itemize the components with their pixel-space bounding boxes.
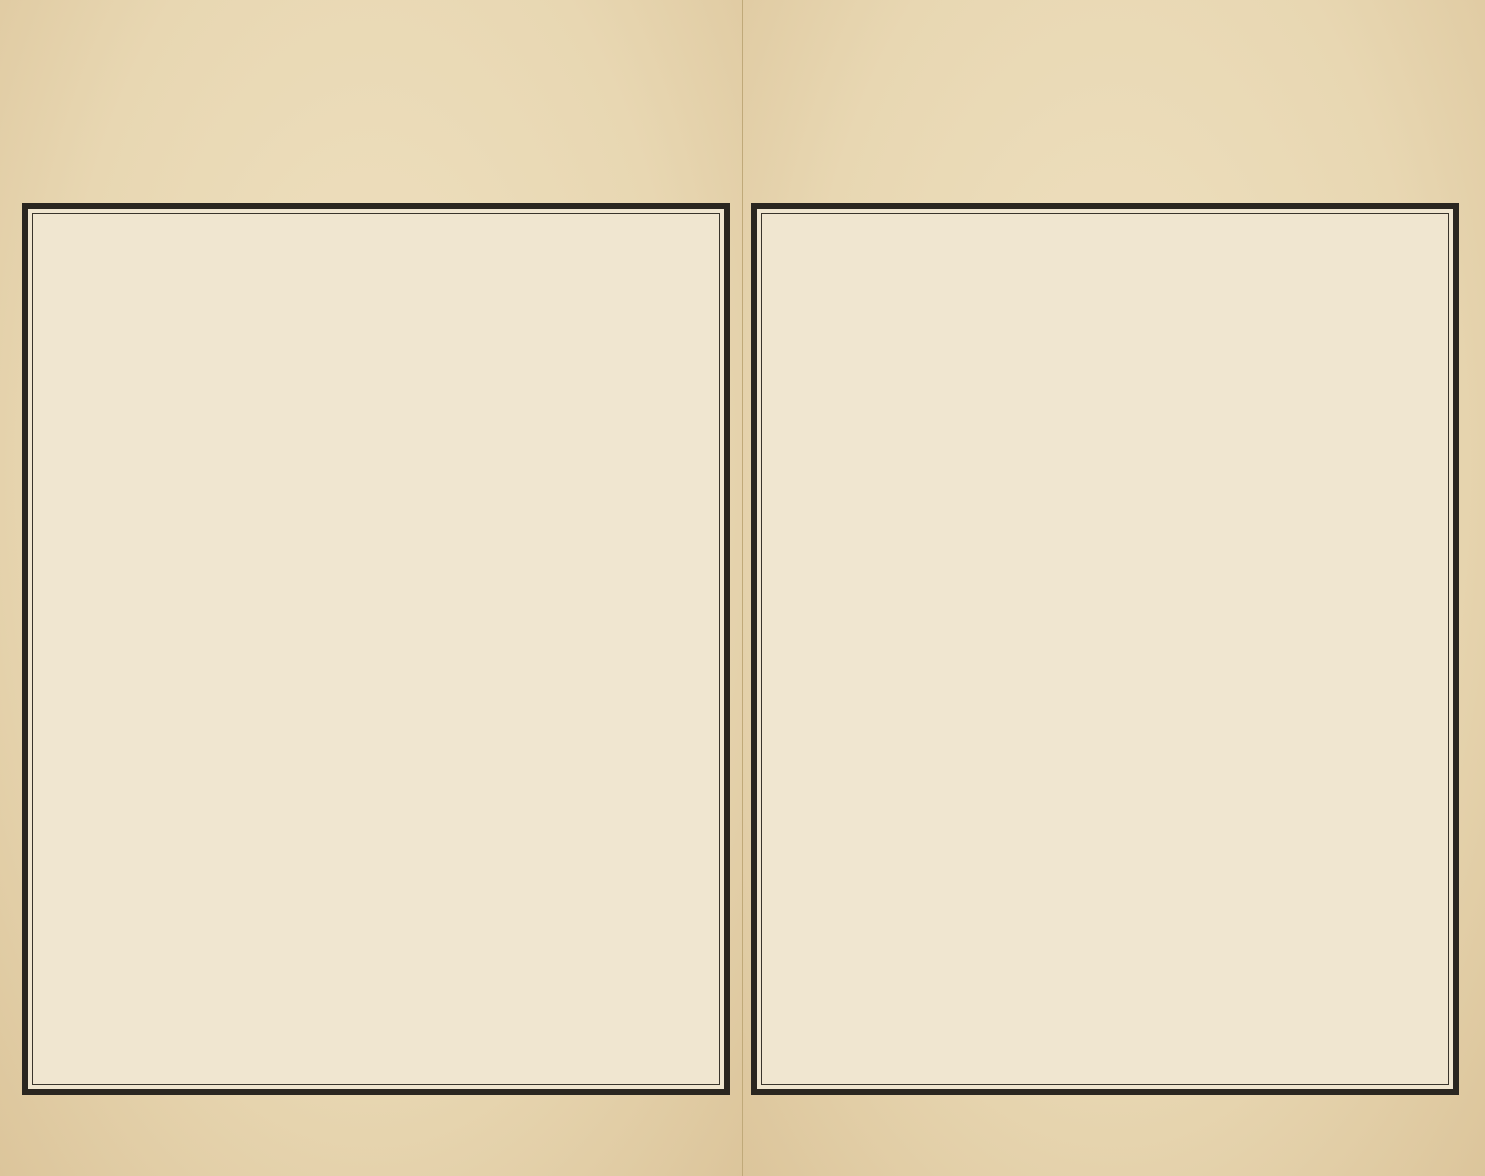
left-page-frame <box>22 203 730 1095</box>
left-margin-text <box>0 420 40 840</box>
right-margin-text <box>1425 420 1465 840</box>
right-page-frame <box>751 203 1459 1095</box>
